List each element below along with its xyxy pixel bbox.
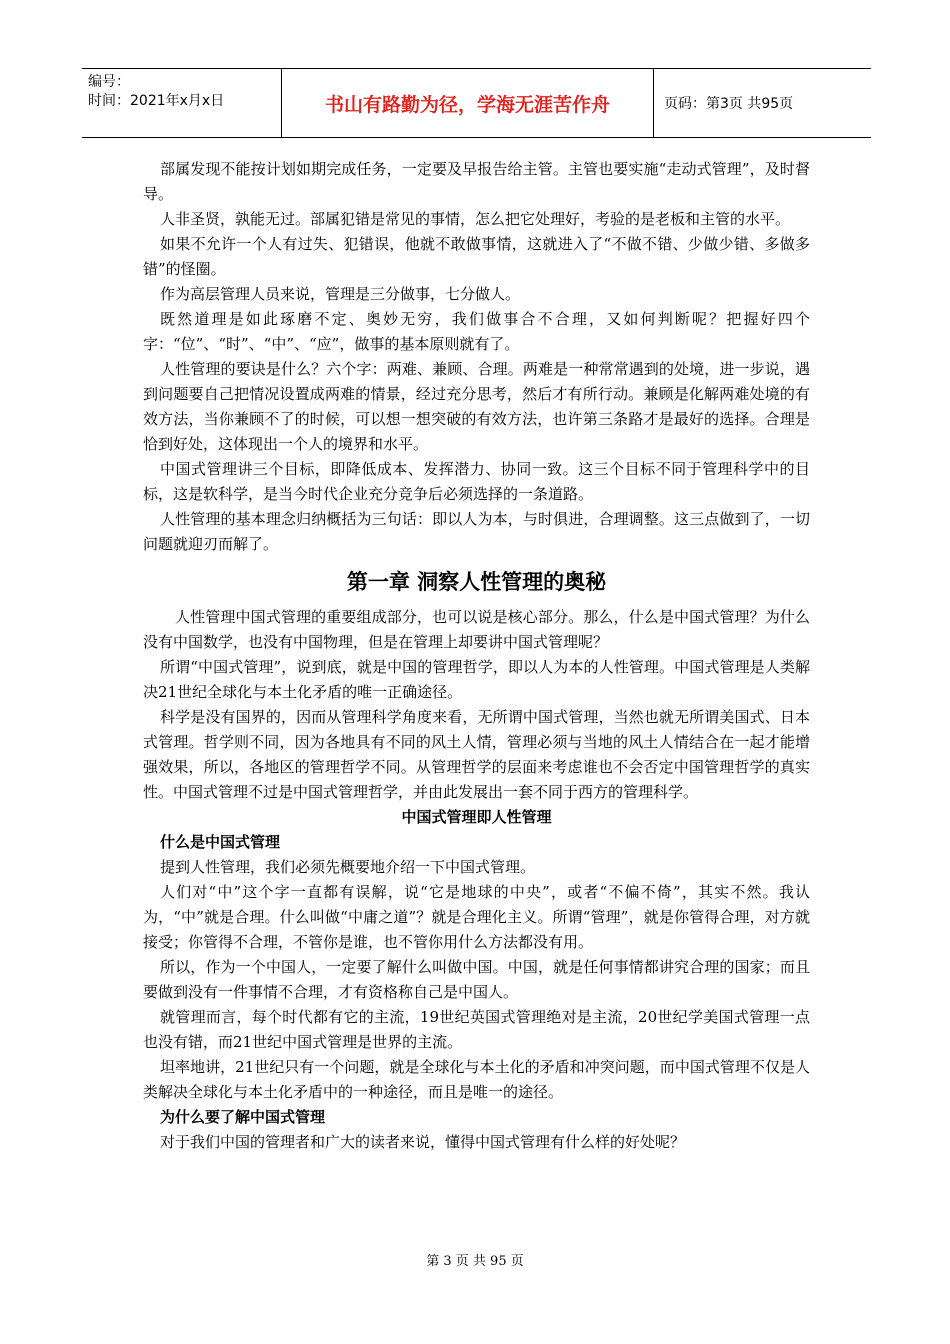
header-meta xyxy=(82,69,282,137)
paragraph: 提到人性管理，我们必须先概要地介绍一下中国式管理。 xyxy=(160,858,536,876)
paragraph: 就管理而言，每个时代都有它的主流，19世纪英国式管理绝对是主流，20世纪学美国式管理一点也没有错，而21世纪中国式管理是世界的主流。 xyxy=(143,1008,810,1051)
header-number-label: 编号： xyxy=(88,74,130,90)
chapter-title: 第一章 洞察人性管理的奥秘 xyxy=(346,570,607,594)
paragraph: 既然道理是如此琢磨不定、奥妙无穷，我们做事合不合理，又如何判断呢？把握好四个字：“位”、“时”、“中”、“应”，做事的基本原则就有了。 xyxy=(143,310,810,353)
subheading: 为什么要了解中国式管理 xyxy=(160,1108,326,1126)
paragraph: 部属发现不能按计划如期完成任务，一定要及早报告给主管。主管也要实施“走动式管理”，及时督导。 xyxy=(143,160,810,203)
page-footer: 第 3 页 共 95 页 xyxy=(426,1254,524,1269)
section-heading: 中国式管理即人性管理 xyxy=(401,808,552,826)
paragraph: 科学是没有国界的，因而从管理科学角度来看，无所谓中国式管理，当然也就无所谓美国式、日本式管理。哲学则不同，因为各地具有不同的风土人情，管理必须与当地的风土人情结合在一起才能增强效果，所以，各地区的管理哲学不同。从管理哲学的层面来考虑谁也不会否定中国管理哲学的真实性。中国式管理不过是中国式管理哲学，并由此发展出一套不同于西方的管理科学。 xyxy=(143,708,810,801)
header-time-label: 时间：2021年x月x日 xyxy=(88,93,225,109)
paragraph: 坦率地讲，21世纪只有一个问题，就是全球化与本土化的矛盾和冲突问题，而中国式管理不仅是人类解决全球化与本土化矛盾中的一种途径，而且是唯一的途径。 xyxy=(143,1058,810,1101)
subheading: 什么是中国式管理 xyxy=(160,833,281,851)
paragraph: 人性管理的基本理念归纳概括为三句话：即以人为本，与时俱进，合理调整。这三点做到了，一切问题就迎刃而解了。 xyxy=(143,510,810,553)
paragraph: 人非圣贤，孰能无过。部属犯错是常见的事情，怎么把它处理好，考验的是老板和主管的水平。 xyxy=(160,210,791,228)
paragraph: 所谓“中国式管理”，说到底，就是中国的管理哲学，即以人为本的人性管理。中国式管理是人类解决21世纪全球化与本土化矛盾的唯一正确途径。 xyxy=(143,658,810,701)
paragraph: 对于我们中国的管理者和广大的读者来说，懂得中国式管理有什么样的好处呢？ xyxy=(160,1133,686,1151)
paragraph: 所以，作为一个中国人，一定要了解什么叫做中国。中国，就是任何事情都讲究合理的国家；而且要做到没有一件事情不合理，才有资格称自己是中国人。 xyxy=(143,958,810,1001)
paragraph: 作为高层管理人员来说，管理是三分做事，七分做人。 xyxy=(160,285,521,303)
header-page-info: 页码：第3页 共95页 xyxy=(664,96,794,112)
document-body xyxy=(143,157,810,1155)
paragraph: 人性管理的要诀是什么？六个字：两难、兼顾、合理。两难是一种常常遇到的处境，进一步说，遇到问题要自己把情况设置成两难的情景，经过充分思考，然后才有所行动。兼顾是化解两难处境的有效方法，当你兼顾不了的时候，可以想一想突破的有效方法，也许第三条路才是最好的选择。合理是恰到好处，这体现出一个人的境界和水平。 xyxy=(143,360,810,453)
paragraph: 人性管理中国式管理的重要组成部分，也可以说是核心部分。那么，什么是中国式管理？为什么没有中国数学，也没有中国物理，但是在管理上却要讲中国式管理呢？ xyxy=(143,608,810,651)
paragraph: 如果不允许一个人有过失、犯错误，他就不敢做事情，这就进入了“不做不错、少做少错、多做多错”的怪圈。 xyxy=(143,235,810,278)
header-motto: 书山有路勤为径，学海无涯苦作舟 xyxy=(282,69,654,137)
paragraph: 人们对“中”这个字一直都有误解，说“它是地球的中央”，或者“不偏不倚”，其实不然。我认为，“中”就是合理。什么叫做“中庸之道”？就是合理化主义。所谓“管理”，就是你管得合理，对方就接受；你管得不合理，不管你是谁，也不管你用什么方法都没有用。 xyxy=(143,883,810,951)
page-header xyxy=(82,68,871,138)
paragraph: 中国式管理讲三个目标，即降低成本、发挥潜力、协同一致。这三个目标不同于管理科学中的目标，这是软科学，是当今时代企业充分竞争后必须选择的一条道路。 xyxy=(143,460,810,503)
